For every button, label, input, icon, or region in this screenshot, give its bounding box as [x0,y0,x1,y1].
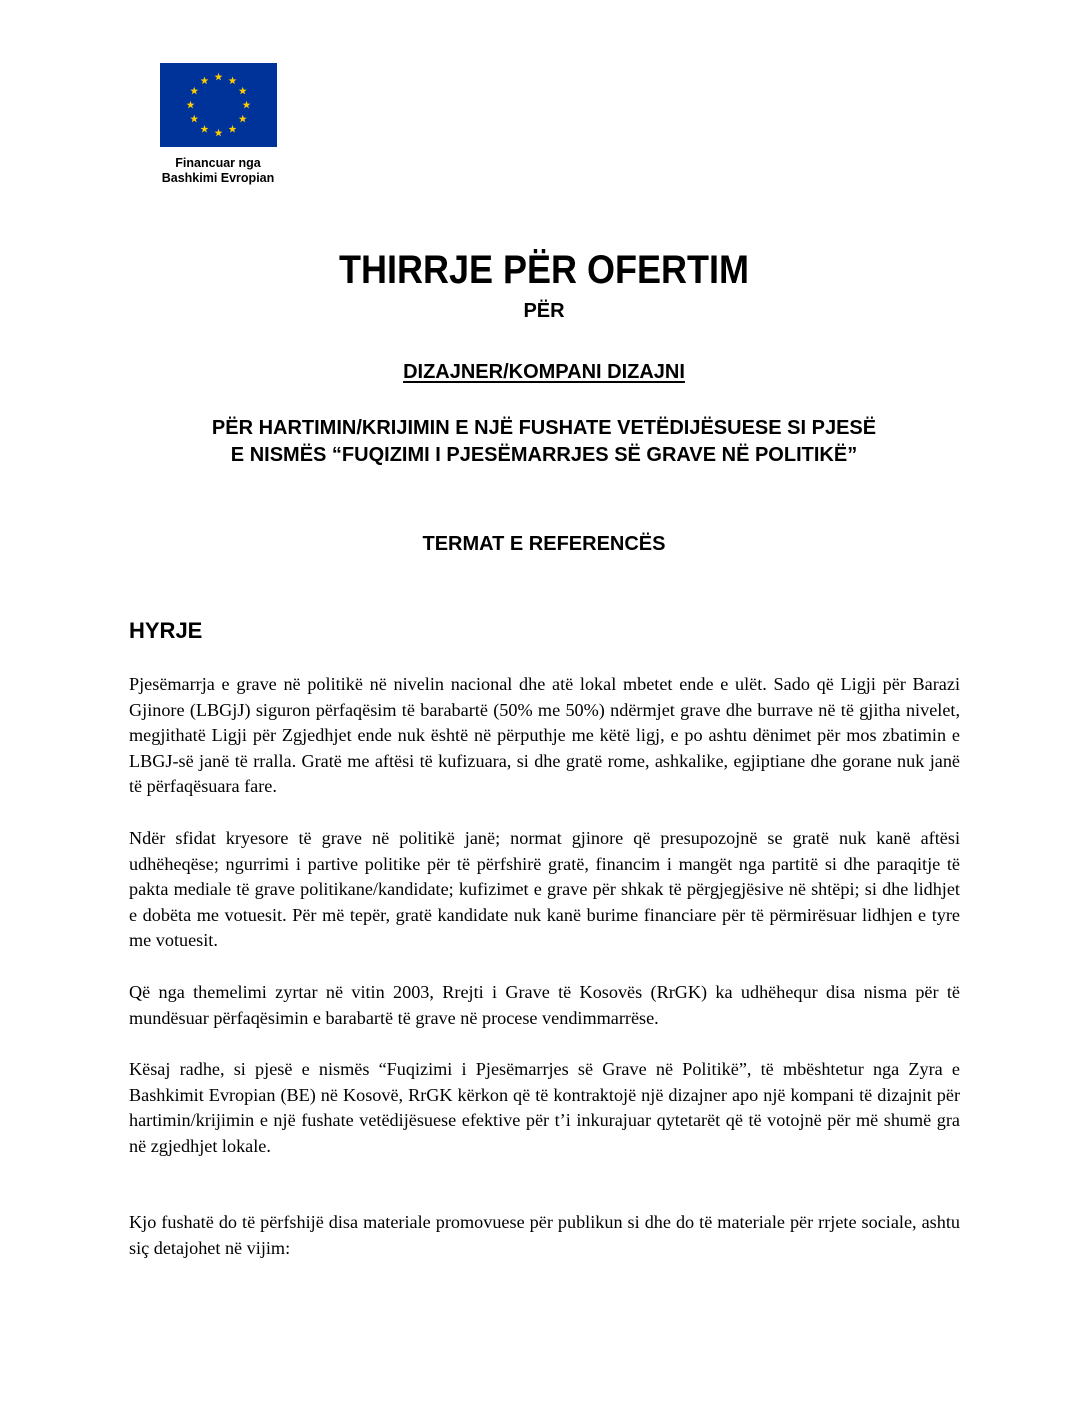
document-subtitle: PËR [523,300,565,322]
purpose-heading [100,415,988,469]
eu-flag-icon [160,63,277,147]
paragraph-5: Kjo fushatë do të përfshijë disa materiale promovuese për publikun si dhe do të materiale për rrjete sociale, ashtu siç detajohet në vijim: [129,1212,960,1258]
paragraph-1: Pjesëmarrja e grave në politikë në nivelin nacional dhe atë lokal mbetet ende e ulët. Sado që Ligji për Barazi Gjinore (LBGjJ) siguron përfaqësim të barabartë (50% me 50%) ndërmjet grave dhe burrave në të gjitha nivelet, megjithatë Ligji për Zgjedhjet ende nuk është në përputhje me këtë ligj, e po ashtu dënimet për mos zbatimin e LBGJ-së janë të rralla. Gratë me aftësi të kufizuara, si dhe gratë rome, ashkalike, egjiptiane dhe gorane nuk janë të përfaqësuara fare. [129,674,960,796]
paragraph-2: Ndër sfidat kryesore të grave në politikë janë; normat gjinore që presupozojnë se gratë nuk kanë aftësi udhëheqëse; ngurrimi i partive politike për të përfshirë gratë, financim i mangët nga partitë si dhe paraqitje të pakta mediale të grave politikane/kandidate; kufizimet e grave për shkak të përgjegjësive në shtëpi; si dhe lidhjet e dobëta me votuesit. Për më tepër, gratë kandidate nuk kanë burime financiare për të përmirësuar lidhjen e tyre me votuesit. [129,828,960,950]
terms-of-reference-heading: TERMAT E REFERENCËS [422,533,666,555]
caption-line-2: Bashkimi Evropian [161,171,275,185]
document-title: THIRRJE PËR OFERTIM [338,248,750,292]
paragraph-3: Që nga themelimi zyrtar në vitin 2003, Rrejti i Grave të Kosovës (RrGK) ka udhëhequr disa nisma për të mundësuar përfaqësimin e barabartë të grave në procese vendimmarrëse. [129,982,960,1028]
purpose-line-1: PËR HARTIMIN/KRIJIMIN E NJË FUSHATE VETËDIJËSUESE SI PJESË [211,417,877,439]
role-heading: DIZAJNER/KOMPANI DIZAJNI [403,361,685,383]
section-heading: HYRJE [129,618,203,643]
paragraph-4: Kësaj radhe, si pjesë e nismës “Fuqizimi i Pjesëmarrjes së Grave në Politikë”, të mbështetur nga Zyra e Bashkimit Evropian (BE) në Kosovë, RrGK kërkon që të kontraktojë një dizajner apo një kompani të dizajnit për hartimin/krijimin e një fushate vetëdijësuese efektive për t’i inkurajuar qytetarët që të votojnë për më shumë gra në zgjedhjet lokale. [129,1059,960,1156]
caption-line-1: Financuar nga [175,156,261,170]
purpose-line-2: E NISMËS “FUQIZIMI I PJESËMARRJES SË GRAVE NË POLITIKË” [230,444,858,466]
funding-caption [130,156,306,186]
